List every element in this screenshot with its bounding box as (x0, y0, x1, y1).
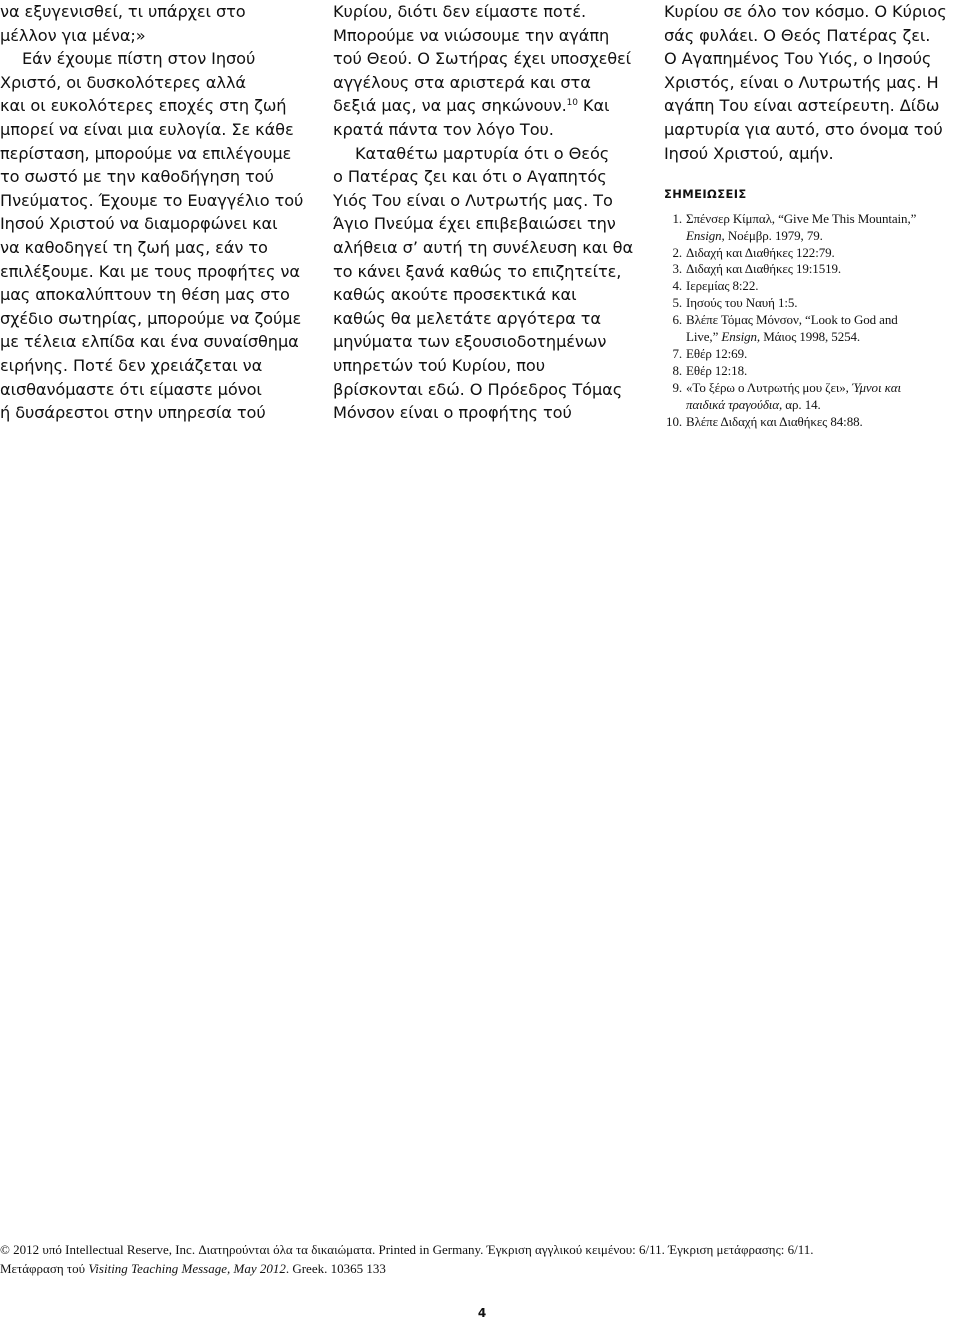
note-number: 8. (672, 362, 682, 378)
translation-source-title: Visiting Teaching Message, May 2012 (88, 1261, 286, 1276)
text-line: Ο Αγαπημένος Του Υιός, ο Ιησούς (664, 49, 932, 69)
note-item (664, 312, 956, 346)
text-line: αγάπη Του είναι αστείρευτη. Δίδω (664, 96, 940, 116)
text-line: και οι ευκολότερες εποχές στη ζωή (0, 96, 287, 116)
note-rest: αρ. 14. (782, 396, 821, 412)
note-plain: «Το ξέρω ο Λυτρωτής μου ζει», (686, 379, 852, 395)
text-fragment: δεξιά μας, να μας σηκώνουν. (333, 96, 567, 116)
text-line: ή δυσάρεστοι στην υπηρεσία τού (0, 403, 266, 423)
note-number: 6. (672, 312, 682, 328)
text-line: μας αποκαλύπτουν τη θέση μας στο (0, 285, 290, 305)
text-line: Χριστός, είναι ο Λυτρωτής μας. Η (664, 72, 939, 92)
note-text: Βλέπε Τόμας Μόνσον, “Look to God and (686, 312, 898, 328)
notes-list (664, 211, 956, 431)
text-line: Ιησού Χριστού, αμήν. (664, 143, 834, 163)
note-text: Σπένσερ Κίμπαλ, “Give Me This Mountain,” (686, 210, 917, 226)
page-number: 4 (477, 1306, 487, 1320)
text-line: Κυρίου, διότι δεν είμαστε ποτέ. (333, 2, 587, 21)
note-text-line2 (686, 329, 956, 346)
text-line: το σωστό με την καθοδήγηση τού (0, 167, 274, 187)
note-text: Διδαχή και Διαθήκες 19:1519. (686, 261, 842, 277)
note-text: Ιησούς του Ναυή 1:5. (686, 295, 798, 311)
translation-line (0, 1259, 960, 1278)
text-line: αγγέλους στα αριστερά και στα (333, 72, 591, 92)
text-line: επιλέξουμε. Και με τους προφήτες να (0, 261, 300, 281)
text-line: υπηρετών τού Κυρίου, που (333, 355, 545, 375)
text-column-2 (333, 0, 648, 425)
note-item (664, 346, 956, 363)
text-line: αισθανόμαστε ότι είμαστε μόνοι (0, 379, 262, 399)
note-item (664, 261, 956, 278)
note-plain: Live,” (686, 329, 722, 345)
note-number: 4. (672, 278, 682, 294)
text-line: με τέλεια ελπίδα και ένα συναίσθημα (0, 332, 299, 352)
text-line: το κάνει ξανά καθώς το επιζητείτε, (333, 261, 622, 281)
text-column-3 (664, 0, 956, 431)
note-text: Βλέπε Διδαχή και Διαθήκες 84:88. (686, 413, 863, 429)
text-line: να εξυγενισθεί, τι υπάρχει στο (0, 2, 246, 21)
text-line: μαρτυρία για αυτό, στο όνομα τού (664, 119, 943, 139)
text-line: Πνεύματος. Έχουμε το Ευαγγέλιο τού (0, 190, 304, 210)
copyright-footer (0, 1240, 960, 1278)
note-text-line1 (686, 380, 956, 397)
text-line: τού Θεού. Ο Σωτήρας έχει υποσχεθεί (333, 49, 632, 69)
translation-suffix: . Greek. 10365 133 (285, 1261, 386, 1276)
text-line: βρίσκονται εδώ. Ο Πρόεδρος Τόμας (333, 379, 623, 399)
paragraph (333, 142, 648, 425)
note-rest: Νοέμβρ. 1979, 79. (724, 227, 823, 243)
paragraph (664, 0, 956, 165)
footnote-ref: 10 (566, 98, 578, 109)
note-item (664, 414, 956, 431)
note-number: 5. (672, 295, 682, 311)
text-line: σχέδιο σωτηρίας, μπορούμε να ζούμε (0, 308, 302, 328)
paragraph (0, 47, 320, 425)
note-italic: Ύμνοι και (851, 379, 901, 395)
note-item (664, 278, 956, 295)
text-line: Υιός Του είναι ο Λυτρωτής μας. Το (333, 190, 613, 210)
text-line: ειρήνης. Ποτέ δεν χρειάζεται να (0, 355, 263, 375)
note-text-line2 (686, 397, 956, 414)
text-line: να καθοδηγεί τη ζωή μας, εάν το (0, 237, 268, 257)
text-line: Μπορούμε να νιώσουμε την αγάπη (333, 25, 610, 45)
text-line: καθώς ακούτε προσεκτικά και (333, 285, 577, 305)
text-column-1 (0, 0, 320, 425)
note-item (664, 245, 956, 262)
note-item (664, 380, 956, 414)
text-line: Χριστό, οι δυσκολότερες αλλά (0, 72, 246, 92)
text-line: Μόνσον είναι ο προφήτης τού (333, 403, 572, 423)
note-italic: παιδικά τραγούδια, (686, 396, 783, 412)
copyright-line: © 2012 υπό Intellectual Reserve, Inc. Διατηρούνται όλα τα δικαιώματα. Printed in Germany. Έγκριση αγγλικού κειμένου: 6/11. Έγκριση μετάφρασης: 6/11. (0, 1242, 814, 1257)
note-text: Εθέρ 12:69. (686, 346, 748, 361)
text-line: Ιησού Χριστού να διαμορφώνει και (0, 214, 278, 234)
translation-prefix: Μετάφραση τού (0, 1261, 89, 1276)
text-line: αλήθεια σ’ αυτή τη συνέλευση και θα (333, 237, 634, 257)
text-line: σάς φυλάει. Ο Θεός Πατέρας ζει. (664, 25, 931, 45)
note-number: 1. (672, 210, 682, 226)
text-line: Κυρίου σε όλο τον κόσμο. Ο Κύριος (664, 2, 947, 21)
text-line: μηνύματα των εξουσιοδοτημένων (333, 332, 607, 352)
text-line: κρατά πάντα τον λόγο Του. (333, 119, 554, 139)
text-line: περίσταση, μπορούμε να επιλέγουμε (0, 143, 292, 163)
text-line: μέλλον για μένα;» (0, 25, 146, 45)
note-rest: Μάιος 1998, 5254. (760, 329, 861, 345)
note-number: 2. (672, 244, 682, 260)
text-line: καθώς θα μελετάτε αργότερα τα (333, 308, 602, 328)
note-number: 3. (672, 261, 682, 277)
note-text: Ιερεμίας 8:22. (686, 278, 759, 294)
text-line: Καταθέτω μαρτυρία ότι ο Θεός (355, 143, 610, 163)
note-number: 9. (672, 379, 682, 395)
note-italic: Ensign, (721, 329, 761, 345)
note-item (664, 363, 956, 380)
note-text: Διδαχή και Διαθήκες 122:79. (686, 244, 835, 260)
note-text-line2 (686, 228, 956, 245)
text-line: Εάν έχουμε πίστη στον Ιησού (22, 49, 256, 69)
note-text: Εθέρ 12:18. (686, 362, 748, 378)
paragraph (333, 0, 648, 142)
paragraph (0, 0, 320, 47)
note-number: 7. (672, 346, 682, 361)
notes-heading: ΣΗΜΕΙΩΣΕΙΣ (664, 187, 747, 202)
note-italic: Ensign, (686, 227, 725, 243)
text-fragment: Και (577, 96, 610, 116)
note-item (664, 295, 956, 312)
text-line: Άγιο Πνεύμα έχει επιβεβαιώσει την (333, 214, 616, 234)
text-line: μπορεί να είναι μια ευλογία. Σε κάθε (0, 119, 294, 139)
note-item (664, 211, 956, 245)
note-number: 10. (666, 413, 682, 429)
text-line: ο Πατέρας ζει και ότι ο Αγαπητός (333, 167, 607, 187)
text-line-with-footnote (333, 94, 648, 118)
